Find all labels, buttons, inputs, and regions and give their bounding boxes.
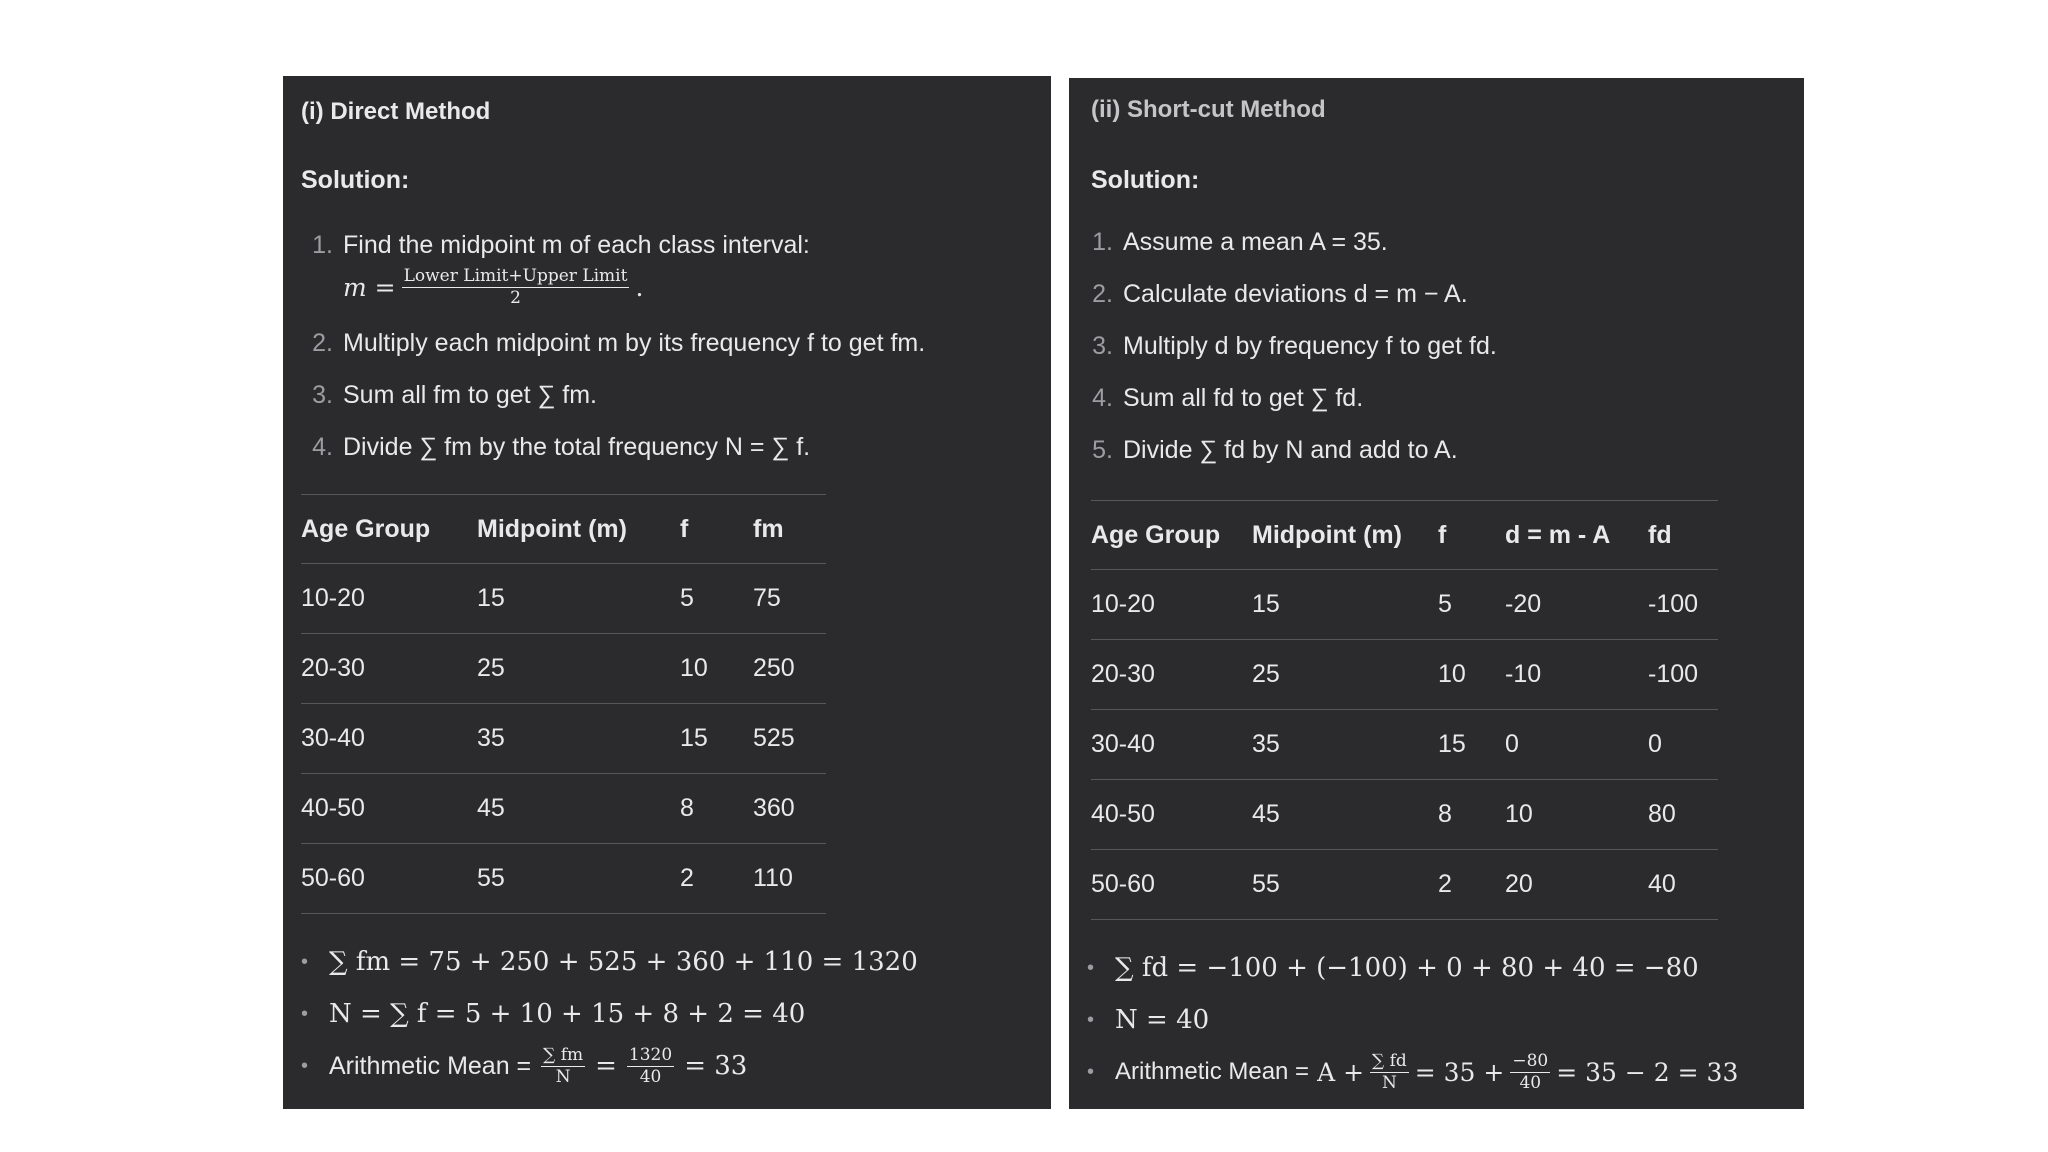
formula-fraction <box>402 266 630 308</box>
step-number: 2. <box>1092 280 1113 308</box>
step-number: 2. <box>312 329 333 357</box>
table-cell: 8 <box>1438 800 1452 828</box>
table-cell: 250 <box>753 654 795 682</box>
table-row <box>301 634 826 704</box>
mean-label: Arithmetic Mean = <box>329 1051 532 1080</box>
direct-method-results <box>283 936 918 1092</box>
step-number: 5. <box>1092 436 1113 464</box>
table-row <box>301 564 826 634</box>
fraction-denominator: 40 <box>639 1067 662 1087</box>
step-text: Multiply each midpoint m by its frequency f to get fm. <box>343 329 926 357</box>
midpoint-formula <box>343 266 925 308</box>
bullet-icon: • <box>1087 956 1095 979</box>
table-cell: 110 <box>753 864 793 892</box>
bullet-icon: • <box>1087 1060 1095 1083</box>
step-item <box>301 381 925 433</box>
shortcut-method-steps <box>1091 228 1497 488</box>
table-cell: 2 <box>1438 870 1452 898</box>
table-cell: 15 <box>477 584 505 612</box>
result-item <box>283 1040 918 1092</box>
table-cell: -100 <box>1648 660 1699 688</box>
table-cell: 20-30 <box>301 654 365 682</box>
direct-method-panel <box>283 76 1051 1109</box>
step-item <box>1091 332 1497 384</box>
table-cell: 15 <box>1438 730 1466 758</box>
table-cell: 15 <box>680 724 708 752</box>
column-header: Age Group <box>1091 520 1221 549</box>
table-cell: 25 <box>1252 660 1280 688</box>
table-cell: 20-30 <box>1091 660 1155 688</box>
step-item <box>1091 384 1497 436</box>
table-cell: 0 <box>1648 730 1662 758</box>
step-number: 1. <box>1092 228 1113 256</box>
sum-fd-equation: ∑ fd = −100 + (−100) + 0 + 80 + 40 = −80 <box>1115 953 1699 983</box>
table-header-row <box>1091 501 1718 570</box>
table-cell: 45 <box>477 794 505 822</box>
table-row <box>1091 640 1718 710</box>
bullet-icon: • <box>1087 1008 1095 1031</box>
table-row <box>1091 850 1718 920</box>
step-text: Calculate deviations d = m − A. <box>1123 280 1468 308</box>
column-header: d = m - A <box>1505 520 1611 549</box>
direct-method-title: (i) Direct Method <box>301 98 491 125</box>
step-item <box>1091 436 1497 488</box>
table-row <box>1091 710 1718 780</box>
step-item <box>1091 228 1497 280</box>
step-text: Sum all fm to get ∑ fm. <box>343 381 598 409</box>
table-cell: 80 <box>1648 800 1676 828</box>
result-item <box>1069 942 1738 994</box>
step-number: 4. <box>1092 384 1113 412</box>
fraction-denominator: N <box>1381 1073 1397 1093</box>
table-row <box>301 704 826 774</box>
table-cell: 8 <box>680 794 694 822</box>
table-cell: 525 <box>753 724 795 752</box>
table-cell: 10-20 <box>1091 590 1155 618</box>
bullet-icon: • <box>301 950 309 973</box>
mean-result: = 33 <box>684 1051 748 1081</box>
step-text: Multiply d by frequency f to get fd. <box>1123 332 1497 360</box>
mean-value-fraction <box>1510 1051 1550 1093</box>
step-item <box>301 329 925 381</box>
fraction-numerator: −80 <box>1512 1051 1549 1071</box>
mean-fraction <box>1370 1051 1409 1093</box>
table-cell: 0 <box>1505 730 1519 758</box>
step-number: 3. <box>312 381 333 409</box>
fraction-numerator: 1320 <box>628 1045 673 1065</box>
formula-end: . <box>635 272 644 302</box>
table-cell: -10 <box>1505 660 1542 688</box>
column-header: fd <box>1648 520 1672 549</box>
table-cell: -20 <box>1505 590 1542 618</box>
equals-sign: = <box>595 1051 617 1081</box>
table-cell: 45 <box>1252 800 1280 828</box>
direct-method-table <box>301 494 826 914</box>
result-item <box>283 988 918 1040</box>
assumed-mean-term: A + <box>1317 1057 1365 1087</box>
column-header: Midpoint (m) <box>1252 520 1402 549</box>
mean-result: = 35 − 2 = 33 <box>1556 1057 1739 1087</box>
step-text: Assume a mean A = 35. <box>1123 228 1388 256</box>
table-cell: 5 <box>1438 590 1452 618</box>
table-row <box>301 844 826 914</box>
step-number: 1. <box>312 231 333 259</box>
column-header: fm <box>753 514 784 543</box>
result-item <box>1069 1046 1738 1098</box>
sum-fm-equation: ∑ fm = 75 + 250 + 525 + 360 + 110 = 1320 <box>329 947 918 977</box>
step-item <box>1091 280 1497 332</box>
table-cell: 10 <box>1505 800 1533 828</box>
table-cell: 10 <box>680 654 708 682</box>
total-frequency-equation: N = 40 <box>1115 1005 1210 1035</box>
table-cell: 50-60 <box>1091 870 1155 898</box>
table-row <box>1091 780 1718 850</box>
table-cell: 30-40 <box>301 724 365 752</box>
result-item <box>283 936 918 988</box>
direct-method-steps <box>301 231 925 485</box>
column-header: f <box>680 514 689 543</box>
fraction-numerator: Lower Limit+Upper Limit <box>403 266 628 286</box>
fraction-numerator: ∑ fm <box>543 1045 584 1065</box>
step-number: 4. <box>312 433 333 461</box>
table-cell: 50-60 <box>301 864 365 892</box>
table-cell: 35 <box>1252 730 1280 758</box>
shortcut-method-results <box>1069 942 1738 1098</box>
step-number: 3. <box>1092 332 1113 360</box>
table-cell: 55 <box>1252 870 1280 898</box>
fraction-denominator: 40 <box>1519 1073 1542 1093</box>
table-cell: 75 <box>753 584 781 612</box>
shortcut-method-title: (ii) Short-cut Method <box>1091 96 1326 123</box>
step-item <box>301 433 925 485</box>
table-cell: 360 <box>753 794 795 822</box>
fraction-numerator: ∑ fd <box>1372 1051 1407 1071</box>
table-row <box>1091 570 1718 640</box>
result-item <box>1069 994 1738 1046</box>
total-frequency-equation: N = ∑ f = 5 + 10 + 15 + 8 + 2 = 40 <box>329 999 806 1029</box>
mean-fraction <box>541 1045 585 1087</box>
table-cell: 5 <box>680 584 694 612</box>
bullet-icon: • <box>301 1054 309 1077</box>
table-cell: 15 <box>1252 590 1280 618</box>
table-cell: 40-50 <box>301 794 365 822</box>
solution-heading: Solution: <box>1091 166 1200 194</box>
table-cell: 35 <box>477 724 505 752</box>
fraction-denominator: 2 <box>510 288 521 308</box>
table-cell: 25 <box>477 654 505 682</box>
table-cell: 55 <box>477 864 505 892</box>
table-cell: 40 <box>1648 870 1676 898</box>
step-text: Divide ∑ fm by the total frequency N = ∑ f. <box>343 433 811 461</box>
column-header: Age Group <box>301 514 431 543</box>
shortcut-method-table <box>1091 500 1718 920</box>
table-cell: 10 <box>1438 660 1466 688</box>
table-cell: 20 <box>1505 870 1533 898</box>
formula-lhs: m = <box>343 272 396 302</box>
table-cell: 10-20 <box>301 584 365 612</box>
mean-label: Arithmetic Mean = <box>1115 1058 1310 1085</box>
step-text: Divide ∑ fd by N and add to A. <box>1123 436 1458 464</box>
solution-heading: Solution: <box>301 166 410 194</box>
column-header: f <box>1438 520 1447 549</box>
table-cell: 2 <box>680 864 694 892</box>
column-header: Midpoint (m) <box>477 514 627 543</box>
step-text: Sum all fd to get ∑ fd. <box>1123 384 1364 412</box>
step-text: Find the midpoint m of each class interval: <box>343 231 810 259</box>
bullet-icon: • <box>301 1002 309 1025</box>
mean-middle-term: = 35 + <box>1414 1057 1505 1087</box>
mean-value-fraction <box>627 1045 674 1087</box>
table-row <box>301 774 826 844</box>
table-cell: 30-40 <box>1091 730 1155 758</box>
shortcut-method-panel <box>1069 78 1804 1109</box>
step-item <box>301 231 925 329</box>
table-cell: 40-50 <box>1091 800 1155 828</box>
table-cell: -100 <box>1648 590 1699 618</box>
fraction-denominator: N <box>555 1067 571 1087</box>
table-header-row <box>301 495 826 564</box>
